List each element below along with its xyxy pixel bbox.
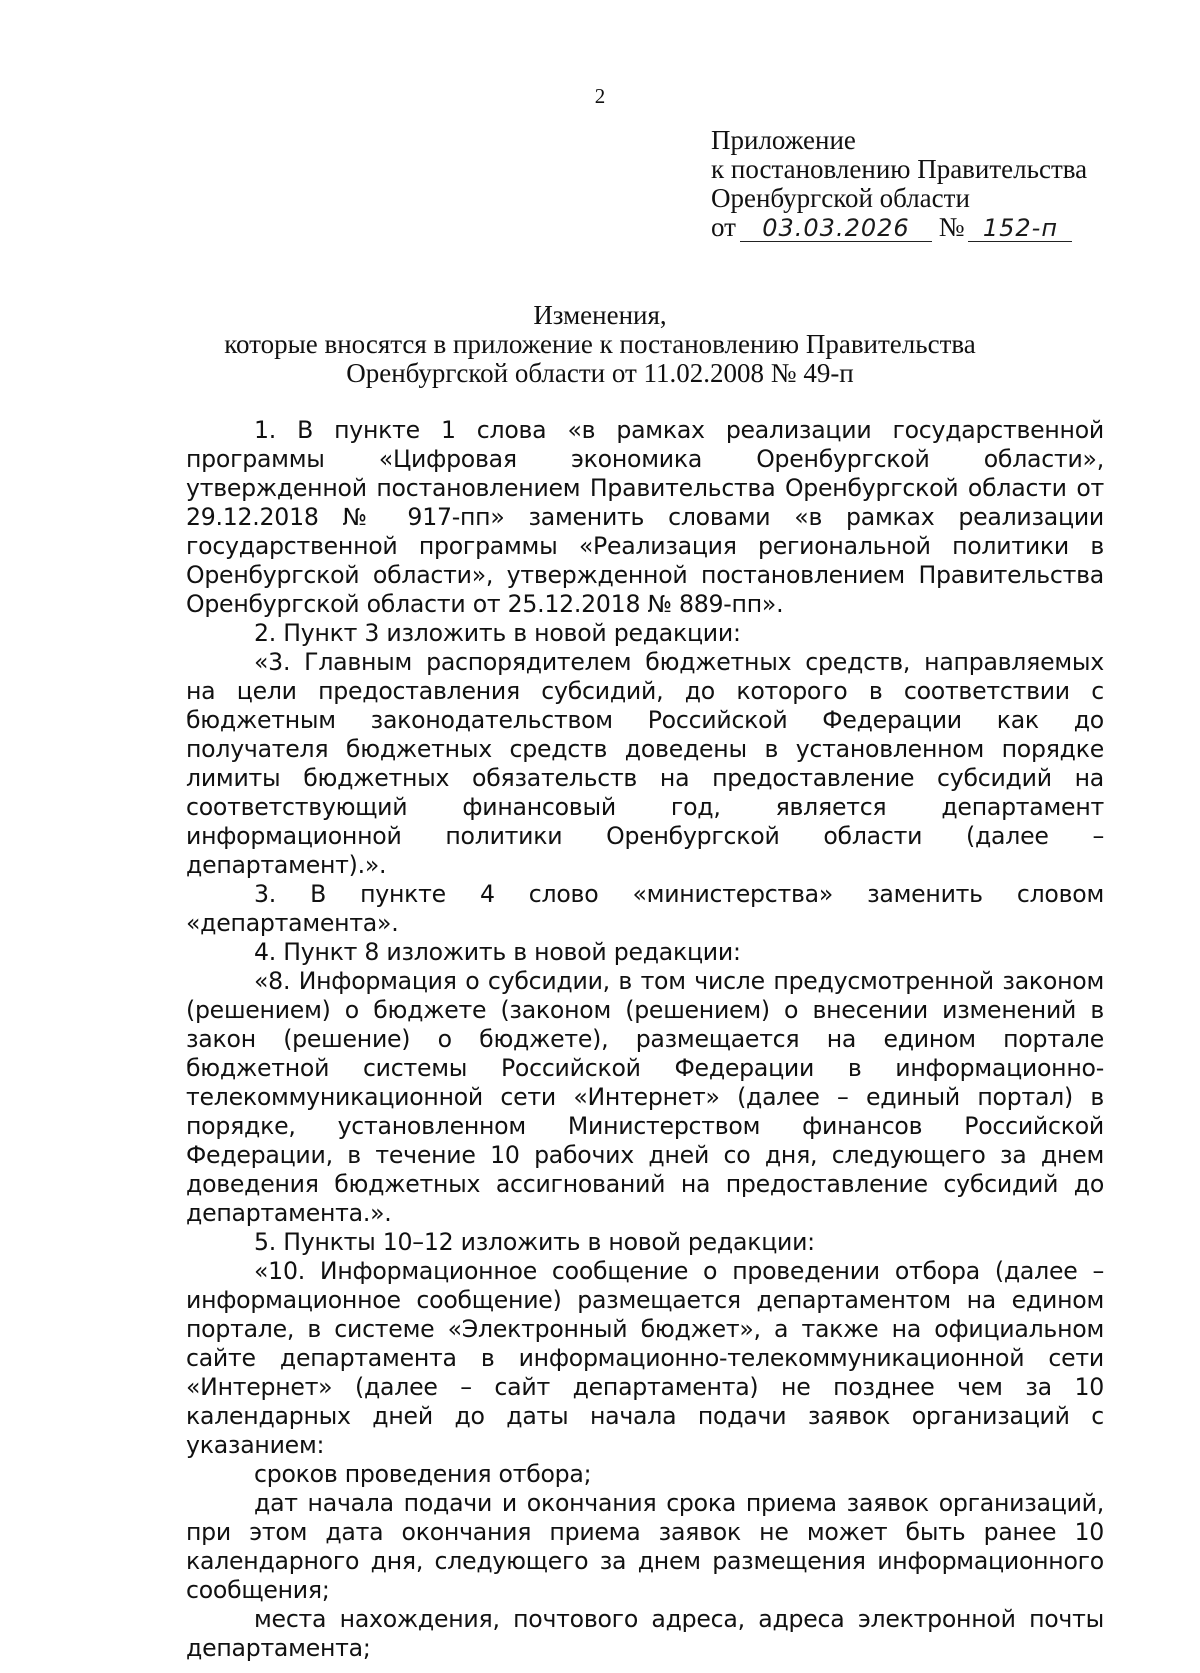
number-sign: № bbox=[938, 212, 965, 242]
title-line-3: Оренбургской области от 11.02.2008 № 49-п bbox=[346, 358, 854, 388]
document-title bbox=[0, 301, 1200, 388]
paragraph-point-10-text: «10. Информационное сообщение о проведении отбора (далее – информационное сообщение) размещается департаментом на едином портале, в системе «Электронный бюджет», а также на официальном сайте департамента в информационно-телекоммуникационной сети «Интернет» (далее – сайт департамента) не позднее чем за 10 календарных дней до даты начала подачи заявок организаций с указанием: bbox=[186, 1257, 1104, 1459]
handwritten-date: 03.03.2026 bbox=[740, 215, 932, 242]
handwritten-number: 152-п bbox=[968, 215, 1072, 242]
paragraph-point-3-text: «3. Главным распорядителем бюджетных средств, направляемых на цели предоставления субсидий, до которого в соответствии с бюджетным законодательством Российской Федерации как до получателя бюджетных средств доведены в установленном порядке лимиты бюджетных обязательств на предоставление субсидий на соответствующий финансовый год, является департамент информационной политики Оренбургской области (далее – департамент).». bbox=[186, 648, 1104, 879]
date-prefix: от bbox=[711, 212, 736, 242]
appendix-line-resolution: к постановлению Правительства bbox=[711, 154, 1088, 184]
page-number: 2 bbox=[594, 84, 606, 108]
title-line-2: которые вносятся в приложение к постановлению Правительства bbox=[224, 329, 976, 359]
appendix-block bbox=[711, 126, 1087, 242]
appendix-date-line bbox=[711, 213, 1087, 242]
paragraph-item-4: 4. Пункт 8 изложить в новой редакции: bbox=[254, 938, 741, 966]
paragraph-department-address: места нахождения, почтового адреса, адреса электронной почты департамента; bbox=[186, 1605, 1104, 1662]
appendix-line-region: Оренбургской области bbox=[711, 183, 970, 213]
paragraph-item-5: 5. Пункты 10–12 изложить в новой редакции: bbox=[254, 1228, 815, 1256]
paragraph-item-2: 2. Пункт 3 изложить в новой редакции: bbox=[254, 619, 741, 647]
appendix-title: Приложение bbox=[711, 125, 856, 155]
document-body bbox=[186, 416, 1104, 1663]
paragraph-selection-terms: сроков проведения отбора; bbox=[254, 1460, 592, 1488]
paragraph-item-3: 3. В пункте 4 слово «министерства» заменить словом «департамента». bbox=[186, 880, 1104, 937]
paragraph-application-dates: дат начала подачи и окончания срока приема заявок организаций, при этом дата окончания приема заявок не может быть ранее 10 календарного дня, следующего за днем размещения информационного сообщения; bbox=[186, 1489, 1104, 1604]
title-line-1: Изменения, bbox=[533, 300, 667, 330]
paragraph-point-8-text: «8. Информация о субсидии, в том числе предусмотренной законом (решением) о бюджете (законом (решением) о внесении изменений в закон (решение) о бюджете), размещается на едином портале бюджетной системы Российской Федерации в информационно-телекоммуникационной сети «Интернет» (далее – единый портал) в порядке, установленном Министерством финансов Российской Федерации, в течение 10 рабочих дней со дня, следующего за днем доведения бюджетных ассигнований на предоставление субсидий до департамента.». bbox=[186, 967, 1104, 1227]
paragraph-item-1: 1. В пункте 1 слова «в рамках реализации государственной программы «Цифровая экономика Оренбургской области», утвержденной постановлением Правительства Оренбургской области от 29.12.2018 № 917-пп» заменить словами «в рамках реализации государственной программы «Реализация региональной политики в Оренбургской области», утвержденной постановлением Правительства Оренбургской области от 25.12.2018 № 889-пп». bbox=[186, 416, 1104, 618]
